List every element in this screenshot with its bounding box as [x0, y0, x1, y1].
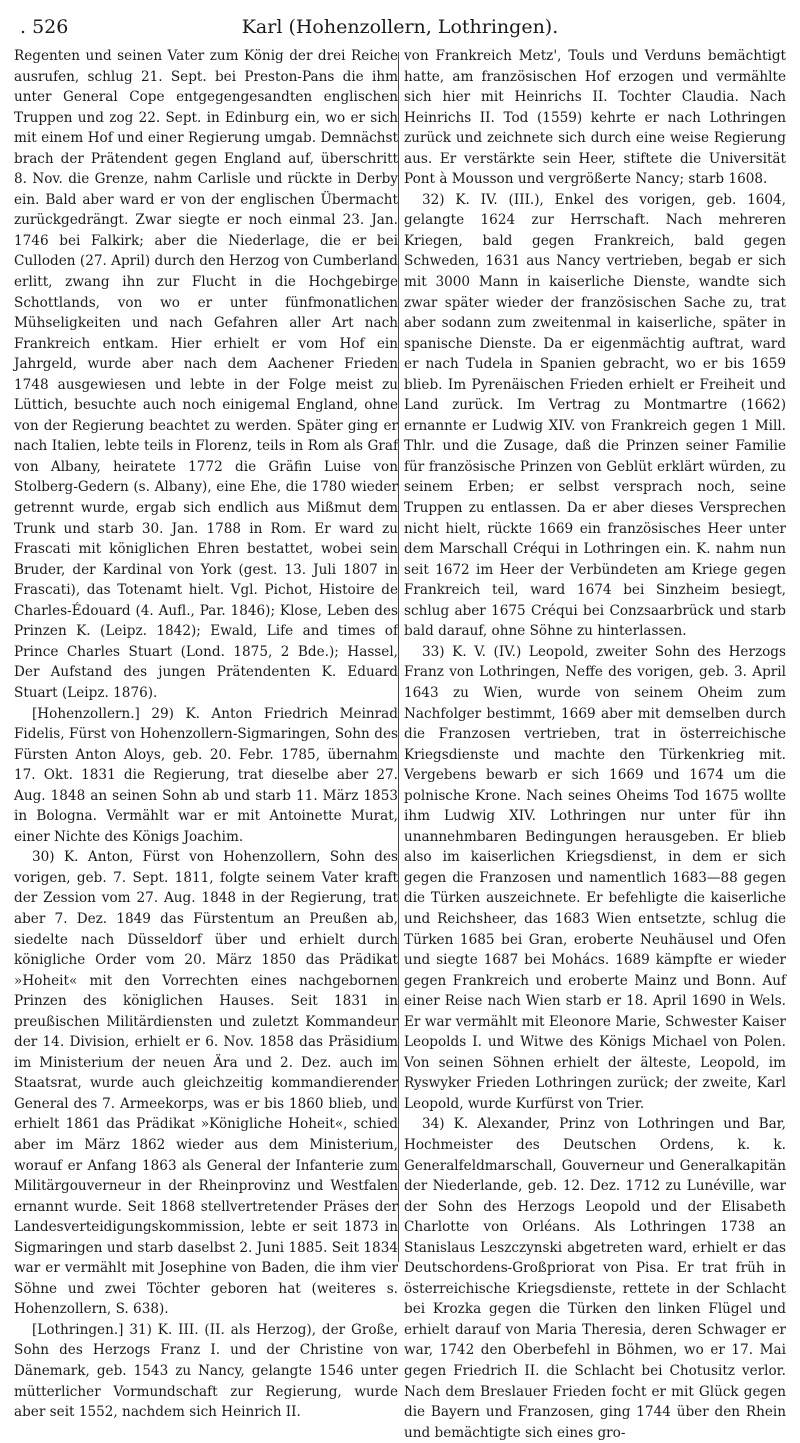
entry-29-karl-anton-friedrich: [Hohenzollern.] 29) K. Anton Friedrich Meinrad Fidelis, Fürst von Hohenzollern-Sigmaringen, Sohn des Fürsten Anton Aloys, geb. 20. Febr. 1785, übernahm 17. Okt. 1831 die Regierung, trat dieselbe aber 27. Aug. 1848 an seinen Sohn ab und starb 11. März 1853 in Bologna. Vermählt war er mit Antoinette Murat, einer Nichte des Königs Joachim. [14, 705, 398, 845]
page-header [14, 8, 786, 44]
paragraph-stuart-continuation: Regenten und seinen Vater zum König der drei Reiche ausrufen, schlug 21. Sept. bei Preston-Pans die ihm unter General Cope entgegengesandten englischen Truppen und zog 22. Sept. in Edinburg ein, wo er sich mit einem Hof und einer Regierung umgab. Demnächst brach der Prätendent gegen England auf, überschritt 8. Nov. die Grenze, nahm Carlisle und rückte in Derby ein. Bald aber ward er von der englischen Übermacht zurückgedrängt. Zwar siegte er noch einmal 23. Jan. 1746 bei Falkirk; aber die Niederlage, die er bei Culloden (27. April) durch den Herzog von Cumberland erlitt, zwang ihn zur Flucht in die Hochgebirge Schottlands, von wo er unter fünfmonatlichen Mühseligkeiten und nach Gefahren aller Art nach Frankreich entkam. Hier erhielt er vom Hof ein Jahrgeld, wurde aber nach dem Aachener Frieden 1748 ausgewiesen und lebte in der Folge meist zu Lüttich, besuchte auch noch einigemal England, ohne von der Regierung beachtet zu werden. Später ging er nach Italien, lebte teils in Florenz, teils in Rom als Graf von Albany, heiratete 1772 die Gräfin Luise von Stolberg-Gedern (s. Albany), eine Ehe, die 1780 wieder getrennt wurde, ergab sich endlich aus Mißmut dem Trunk und starb 30. Jan. 1788 in Rom. Er ward zu Frascati mit königlichen Ehren bestattet, wobei sein Bruder, der Kardinal von York (gest. 13. Juli 1807 in Frascati), das Totenamt hielt. Vgl. Pichot, Histoire de Charles-Édouard (4. Aufl., Par. 1846); Klose, Leben des Prinzen K. (Leipz. 1842); Ewald, Life and times of Prince Charles Stuart (Lond. 1875, 2 Bde.); Hassel, Der Aufstand des jungen Prätendenten K. Eduard Stuart (Leipz. 1876). [14, 48, 398, 701]
column-divider [398, 52, 399, 1262]
paragraph-karl-iii-continuation: von Frankreich Metz', Touls und Verduns bemächtigt hatte, am französischen Hof erzogen und vermählte sich hier mit Heinrichs II. Tochter Claudia. Nach Heinrichs II. Tod (1559) kehrte er nach Lothringen zurück und zeichnete sich durch eine weise Regierung aus. Er verstärkte sein Heer, stiftete die Universität Pont à Mousson und vergrößerte Nancy; starb 1608. [404, 48, 786, 188]
entry-34-karl-alexander: 34) K. Alexander, Prinz von Lothringen und Bar, Hochmeister des Deutschen Ordens, k. k. Generalfeldmarschall, Gouverneur und Generalkapitän der Niederlande, geb. 12. Dez. 1712 zu Lunéville, war der Sohn des Herzogs Leopold und der Elisabeth Charlotte von Orléans. Als Lothringen 1738 an Stanislaus Leszczynski abgetreten ward, erhielt er das Deutschordens-Großpriorat von Pisa. Er trat früh in österreichische Kriegsdienste, rettete in der Schlacht bei Krozka gegen die Türken den linken Flügel und erhielt darauf von Maria Theresia, deren Schwager er war, 1742 den Oberbefehl in Böhmen, wo er 17. Mai gegen Friedrich II. die Schlacht bei Chotusitz verlor. Nach dem Breslauer Frieden focht er mit Glück gegen die Bayern und Franzosen, ging 1744 über den Rhein und bemächtigte sich eines gro- [404, 1116, 786, 1441]
entry-31-karl-iii: [Lothringen.] 31) K. III. (II. als Herzog), der Große, Sohn des Herzogs Franz I. und der Christine von Dänemark, geb. 1543 zu Nancy, gelangte 1546 unter mütterlicher Vormundschaft zur Regierung, wurde aber seit 1552, nachdem sich Heinrich II. [14, 1321, 398, 1421]
entry-30-karl-anton: 30) K. Anton, Fürst von Hohenzollern, Sohn des vorigen, geb. 7. Sept. 1811, folgte seinem Vater kraft der Zession vom 27. Aug. 1848 in der Regierung, trat aber 7. Dez. 1849 das Fürstentum an Preußen ab, siedelte nach Düsseldorf über und erhielt durch königliche Order vom 20. März 1850 das Prädikat »Hoheit« mit den Vorrechten eines nachgebornen Prinzen des königlichen Hauses. Seit 1831 in preußischen Militärdiensten und zuletzt Kommandeur der 14. Division, erhielt er 6. Nov. 1858 das Präsidium im Ministerium der neuen Ära und 2. Dez. auch im Staatsrat, wurde auch gleichzeitig kommandierender General des 7. Armeekorps, was er bis 1860 blieb, und erhielt 1861 das Prädikat »Königliche Hoheit«, schied aber im März 1862 wieder aus dem Ministerium, worauf er Anfang 1863 als General der Infanterie zum Militärgouverneur in der Rheinprovinz und Westfalen ernannt wurde. Seit 1868 stellvertretender Präses der Landesverteidigungskommission, lebte er seit 1873 in Sigmaringen und starb daselbst 2. Juni 1885. Seit 1834 war er vermählt mit Josephine von Baden, die ihm vier Söhne und zwei Töchter geboren hat (weiteres s. Hohenzollern, S. 638). [14, 849, 398, 1318]
entry-33-karl-v-leopold: 33) K. V. (IV.) Leopold, zweiter Sohn des Herzogs Franz von Lothringen, Neffe des vorigen, geb. 3. April 1643 zu Wien, wurde von seinem Oheim zum Nachfolger bestimmt, 1669 aber mit demselben durch die Franzosen vertrieben, trat in österreichische Kriegsdienste und machte den Türkenkrieg mit. Vergebens bewarb er sich 1669 und 1674 um die polnische Krone. Nach seines Oheims Tod 1675 wollte ihm Ludwig XIV. Lothringen nur unter für ihn unannehmbaren Bedingungen herausgeben. Er blieb also im kaiserlichen Kriegsdienst, in dem er sich gegen die Franzosen und namentlich 1683—88 gegen die Türken auszeichnete. Er befehligte die kaiserliche und Reichsheer, das 1683 Wien entsetzte, schlug die Türken 1685 bei Gran, eroberte Neuhäusel und Ofen und siegte 1687 bei Mohács. 1689 kämpfte er wieder gegen Frankreich und eroberte Mainz und Bonn. Auf einer Reise nach Wien starb er 18. April 1690 in Wels. Er war vermählt mit Eleonore Marie, Schwester Kaiser Leopolds I. und Witwe des Königs Michael von Polen. Von seinen Söhnen erhielt der älteste, Leopold, im Ryswyker Frieden Lothringen zurück; der zweite, Karl Leopold, wurde Kurfürst von Trier. [404, 643, 786, 1112]
left-column [14, 46, 398, 1423]
right-column [404, 46, 786, 1443]
entry-32-karl-iv: 32) K. IV. (III.), Enkel des vorigen, geb. 1604, gelangte 1624 zur Herrschaft. Nach mehreren Kriegen, bald gegen Frankreich, bald gegen Schweden, 1631 aus Nancy vertrieben, begab er sich mit 3000 Mann in kaiserliche Dienste, wandte sich zwar später wieder der französischen Sache zu, trat aber sodann zum zweitenmal in kaiserliche, später in spanische Dienste. Da er eigenmächtig auftrat, ward er nach Tudela in Spanien gebracht, wo er bis 1659 blieb. Im Pyrenäischen Frieden erhielt er Freiheit und Land zurück. Im Vertrag zu Montmartre (1662) ernannte er Ludwig XIV. von Frankreich gegen 1 Mill. Thlr. und die Zusage, daß die Prinzen seiner Familie für französische Prinzen von Geblüt erklärt würden, zu seinem Erben; er selbst versprach noch, seine Truppen zu entlassen. Da er aber dieses Versprechen nicht hielt, rückte 1669 ein französisches Heer unter dem Marschall Créqui in Lothringen ein. K. nahm nun seit 1672 im Heer der Verbündeten am Kriege gegen Frankreich teil, ward 1674 bei Sinzheim besiegt, schlug aber 1675 Créqui bei Conzsaarbrück und starb bald darauf, ohne Söhne zu hinterlassen. [404, 191, 786, 640]
page-number: . 526 [20, 16, 69, 38]
running-title: Karl (Hohenzollern, Lothringen). [241, 16, 559, 38]
